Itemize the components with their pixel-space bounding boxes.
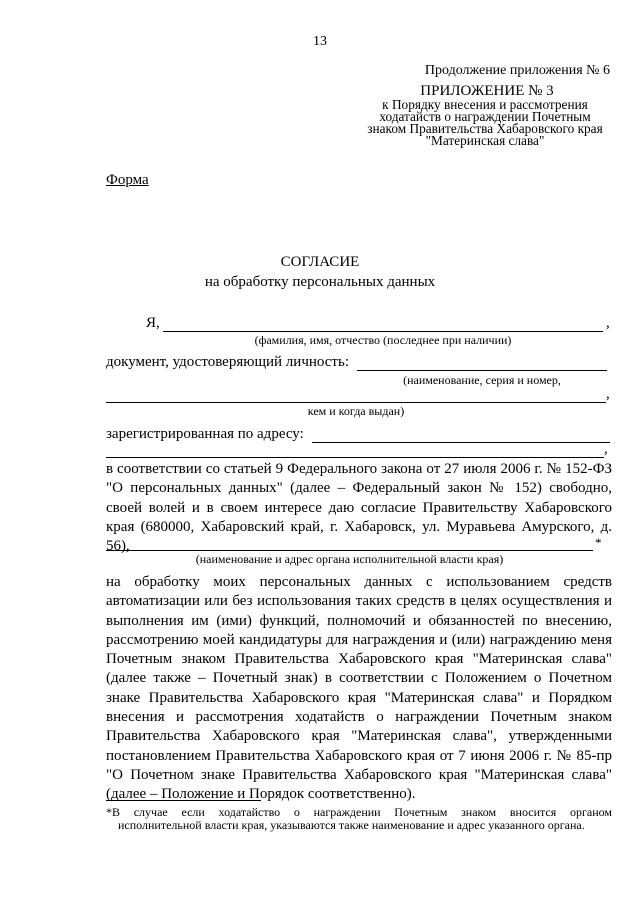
fio-caption: (фамилия, имя, отчество (последнее при наличии) <box>254 333 512 347</box>
document-title: СОГЛАСИЕ <box>280 254 360 270</box>
continuation-note: Продолжение приложения № 6 <box>424 63 610 78</box>
fio-label: Я, <box>146 315 160 331</box>
text-line: Правительства Хабаровского края "Материнская слава", утвержденными <box>106 728 612 745</box>
appendix-subtitle <box>360 99 610 147</box>
text-line: на обработку моих персональных данных с использованием средств <box>106 574 612 590</box>
appendix-line: "Материнская слава" <box>425 133 545 148</box>
text-line: "О персональных данных" (далее – Федеральный закон № 152) свободно, <box>106 480 612 497</box>
appendix-line: ходатайств о награждении Почетным <box>379 109 591 124</box>
text-line: (далее также – Почетный знак) в соответствии с Положением о Почетном <box>106 670 612 687</box>
text-line: постановлением Правительства Хабаровского края от 7 июня 2006 г. № 85-пр <box>106 747 612 764</box>
appendix-line: к Порядку внесения и рассмотрения <box>382 97 588 112</box>
footnote-divider <box>106 800 261 801</box>
document-subtitle: на обработку персональных данных <box>204 274 436 290</box>
address-comma: , <box>604 441 608 457</box>
footnote-line: исполнительной власти края, указываются также наименование и адрес указанного органа. <box>118 818 585 832</box>
fio-field[interactable] <box>163 317 603 332</box>
document-label: документ, удостоверяющий личность: <box>106 354 349 370</box>
organ-field[interactable] <box>106 536 593 551</box>
organ-caption: (наименование и адрес органа исполнительной власти края) <box>195 552 504 566</box>
text-line: внесения и рассмотрения ходатайств о награждении Почетным знаком <box>106 709 612 726</box>
appendix-title: ПРИЛОЖЕНИЕ № 3 <box>420 83 554 99</box>
text-line: "О Почетном знаке Правительства Хабаровского края "Материнская слава" <box>106 766 612 783</box>
document-field-2[interactable] <box>106 388 606 403</box>
text-line: своей волей и в своем интересе даю согласие Правительству Хабаровского <box>106 499 612 516</box>
page-number: 13 <box>313 34 327 49</box>
address-field[interactable] <box>312 428 610 443</box>
organ-asterisk: * <box>595 535 602 550</box>
text-line: в соответствии со статьей 9 Федерального закона от 27 июля 2006 г. № 152-ФЗ <box>106 461 612 477</box>
form-label: Форма <box>106 172 149 188</box>
consent-paragraph-2 <box>106 573 612 805</box>
text-line: рассмотрению моей кандидатуры для награждения и (или) награждению меня <box>106 631 612 648</box>
text-line: автоматизации или без использования таких средств в целях осуществления и <box>106 593 612 610</box>
address-field-2[interactable] <box>106 443 604 458</box>
text-line: выполнения им (ими) функций, полномочий и обязанностей по внесению, <box>106 612 612 629</box>
text-line: края (680000, Хабаровский край, г. Хабаровск, ул. Муравьева Амурского, д. 56), <box>106 518 612 555</box>
footnote-line: *В случае если ходатайство о награждении Почетным знаком вносится органом <box>106 805 612 819</box>
appendix-line: знаком Правительства Хабаровского края <box>367 121 603 136</box>
issued-caption: кем и когда выдан) <box>307 404 405 418</box>
text-line: (далее – Положение и Порядок соответственно). <box>106 786 416 803</box>
document-field[interactable] <box>357 356 607 371</box>
consent-paragraph-1 <box>106 460 612 555</box>
footnote <box>106 806 612 832</box>
address-label: зарегистрированная по адресу: <box>106 426 304 442</box>
text-line: знаке Правительства Хабаровского края "Материнская слава" и Порядком <box>106 689 612 706</box>
document-caption: (наименование, серия и номер, <box>403 373 561 387</box>
document-comma: , <box>606 386 610 402</box>
text-line: Почетным знаком Правительства Хабаровского края "Материнская слава" <box>106 651 612 668</box>
fio-comma: , <box>606 315 610 331</box>
